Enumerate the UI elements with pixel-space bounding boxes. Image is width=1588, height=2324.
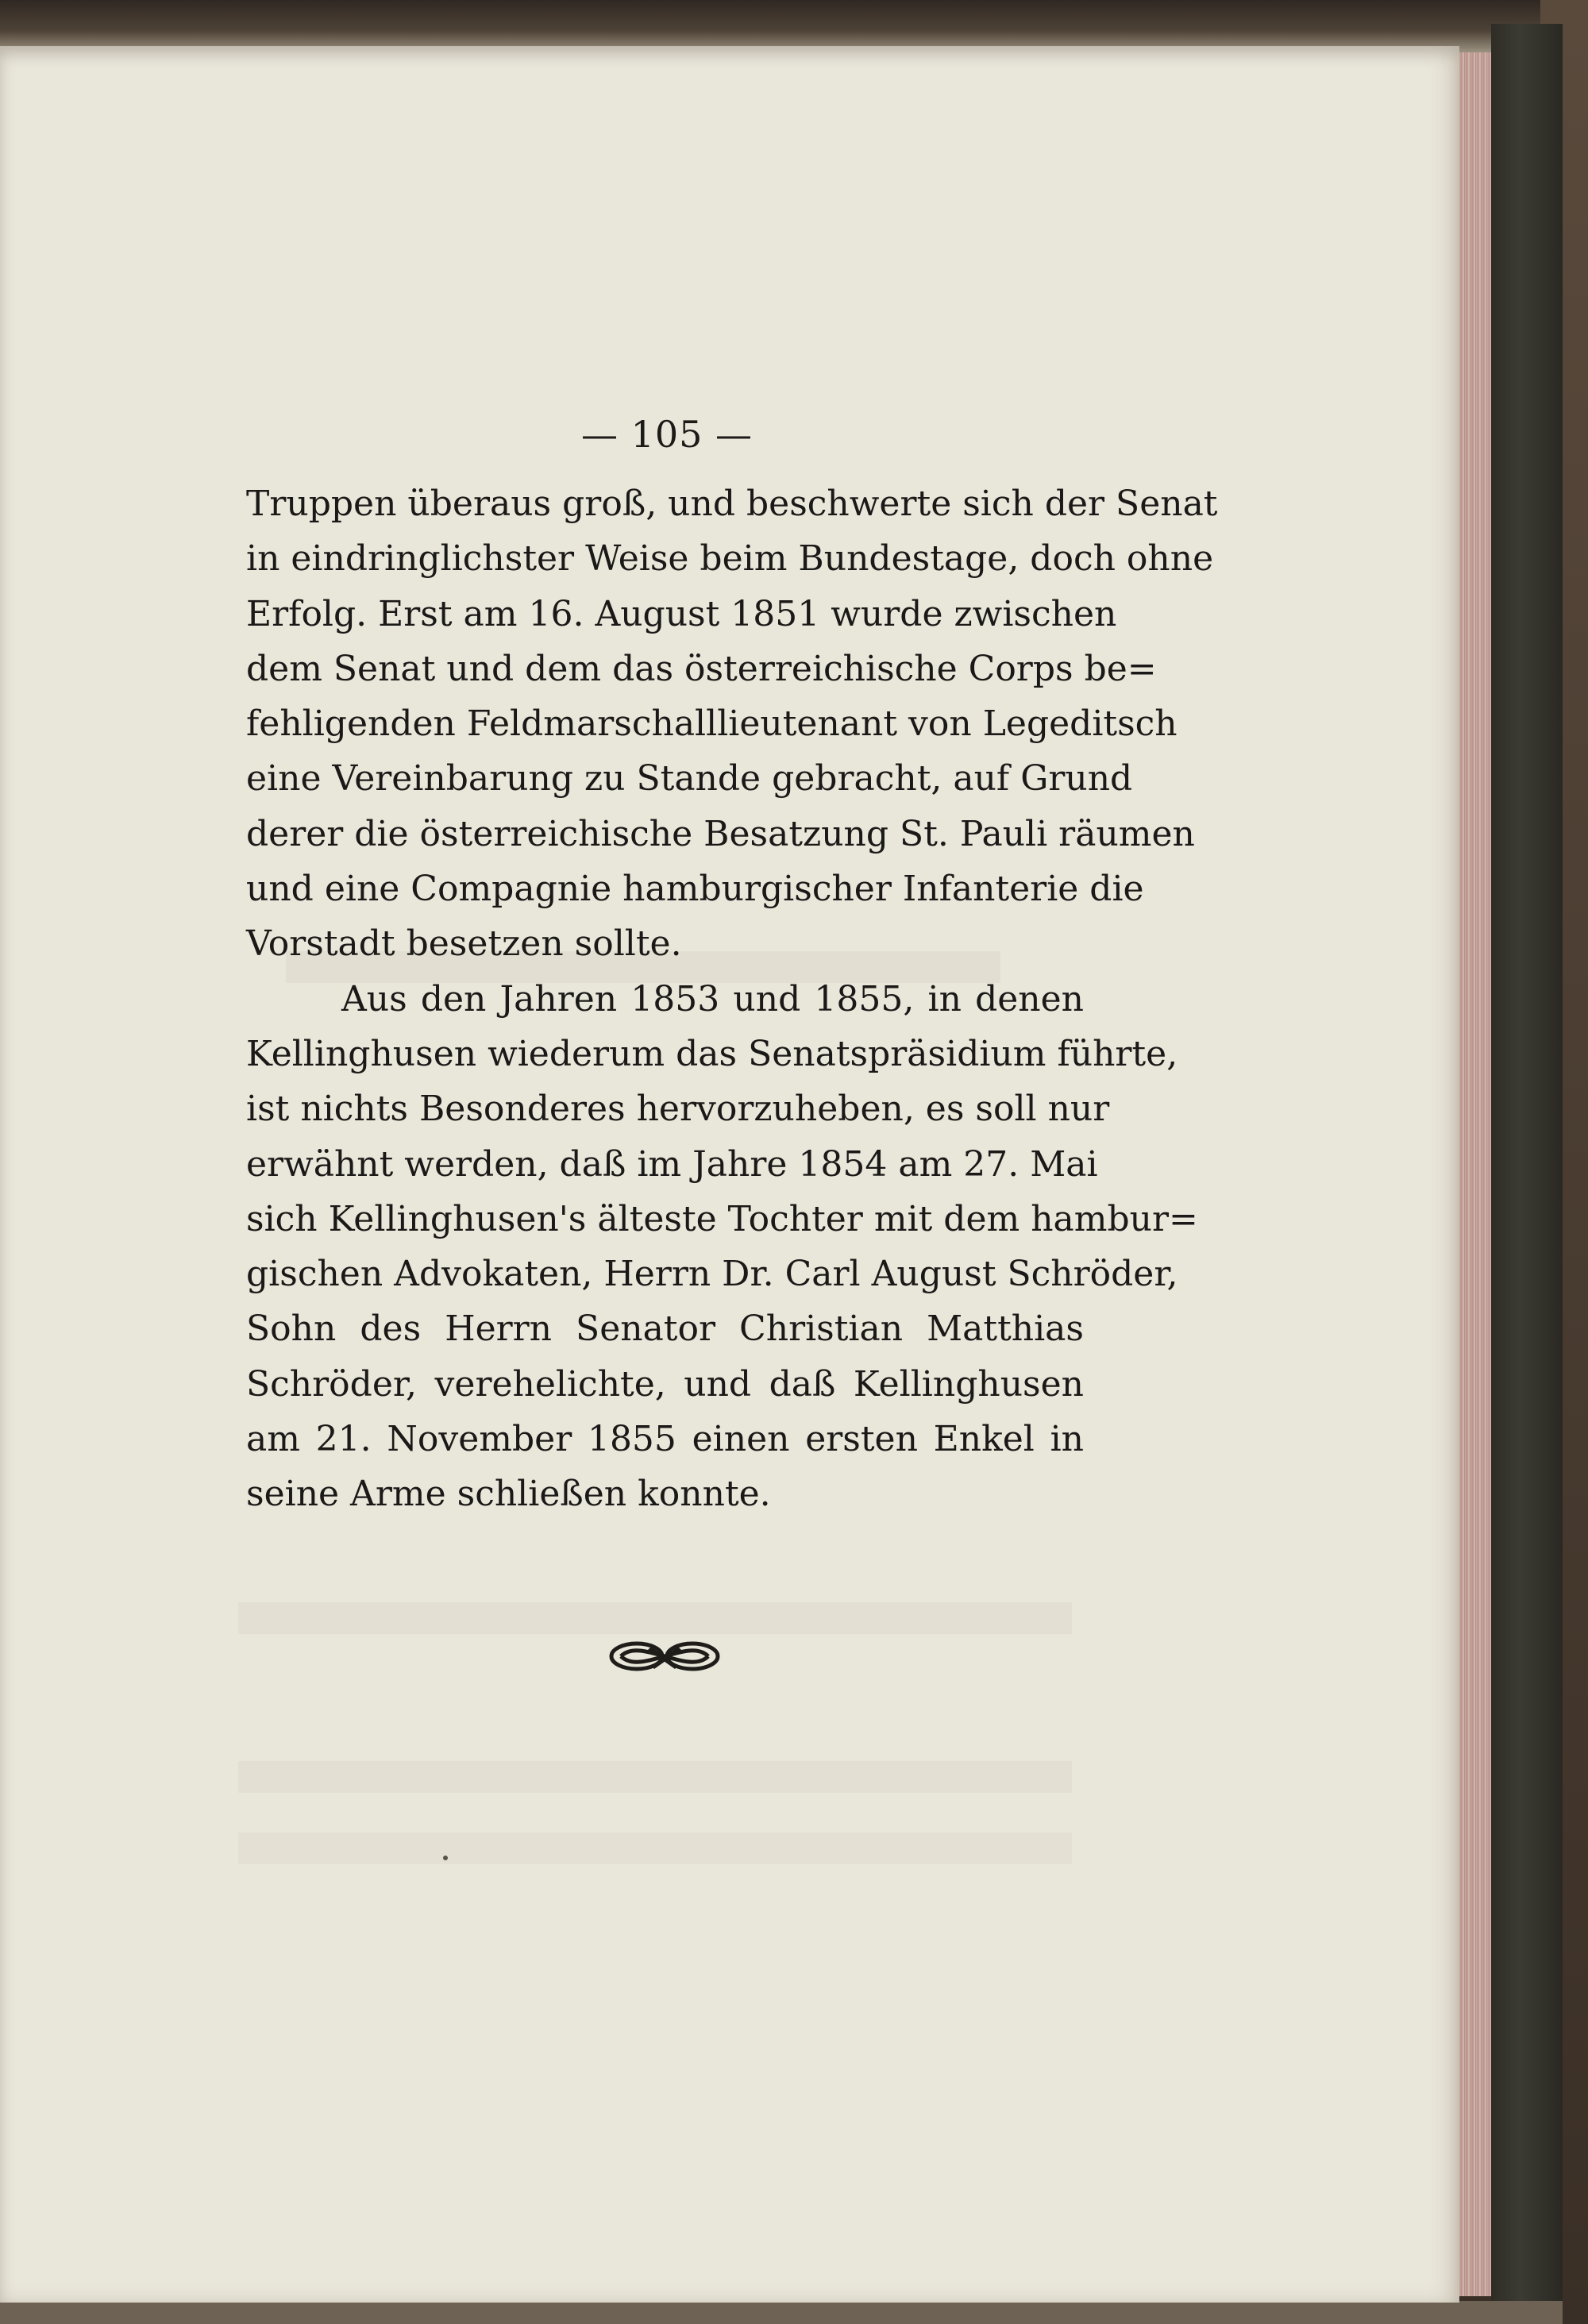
text-line: seine Arme schließen konnte. <box>246 1474 771 1515</box>
text-line: dem Senat und dem das österreichische Corps be= <box>246 648 1157 689</box>
paragraph-start-line: Aus den Jahren 1853 und 1855, in denen <box>341 978 1084 1019</box>
text-line: in eindringlichster Weise beim Bundestage, doch ohne <box>246 538 1214 580</box>
text-line: Kellinghusen wiederum das Senatspräsidium führte, <box>246 1033 1178 1074</box>
page-body-text <box>246 476 1218 1522</box>
page-edges <box>1459 52 1491 2296</box>
book-cover-right <box>1491 24 1563 2311</box>
text-line: und eine Compagnie hamburgischer Infanterie die <box>246 869 1144 910</box>
text-line: derer die österreichische Besatzung St. Pauli räumen <box>246 813 1195 854</box>
text-line: eine Vereinbarung zu Stande gebracht, auf Grund <box>246 758 1133 800</box>
text-line: Truppen überaus groß, und beschwerte sich der Senat <box>246 484 1218 524</box>
text-line: erwähnt werden, daß im Jahre 1854 am 27. Mai <box>246 1143 1098 1185</box>
text-line: fehligenden Feldmarschalllieutenant von Legeditsch <box>246 703 1178 745</box>
text-line: am 21. November 1855 einen ersten Enkel in <box>246 1419 1084 1460</box>
text-line: Erfolg. Erst am 16. August 1851 wurde zwischen <box>246 593 1117 634</box>
text-line: gischen Advokaten, Herrn Dr. Carl August Schröder, <box>246 1254 1178 1295</box>
book-cover-bottom <box>0 2301 1563 2324</box>
text-line: Schröder, verehelichte, und daß Kellinghusen <box>246 1363 1084 1405</box>
text-line: Vorstadt besetzen sollte. <box>246 923 682 965</box>
text-line: ist nichts Besonderes hervorzuheben, es soll nur <box>246 1089 1110 1130</box>
text-line: Sohn des Herrn Senator Christian Matthias <box>246 1308 1084 1350</box>
text-line: sich Kellinghusen's älteste Tochter mit dem hambur= <box>246 1198 1198 1239</box>
ink-speck <box>443 1856 448 1860</box>
decorative-knot-icon <box>605 1632 724 1680</box>
page-number: — 105 — <box>580 413 754 456</box>
